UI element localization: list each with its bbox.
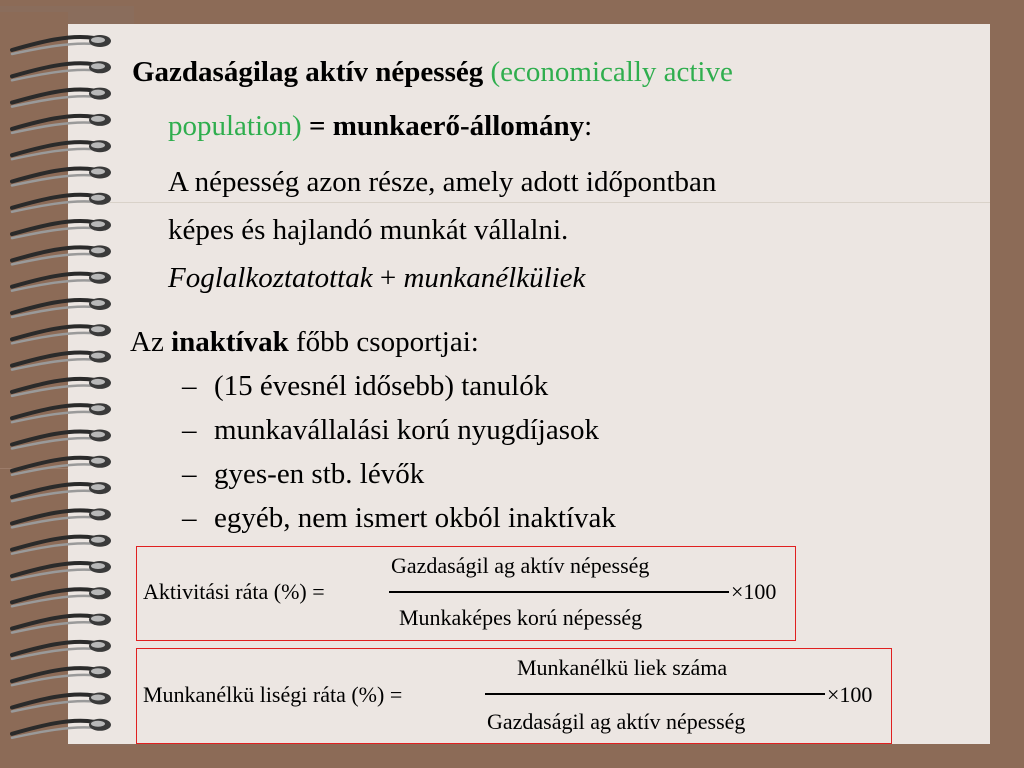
definition-line-2: képes és hajlandó munkát vállalni. (168, 214, 569, 246)
spiral-ring-icon (12, 666, 111, 685)
list-item (182, 414, 599, 447)
slide-page (68, 24, 990, 744)
dash-bullet-icon: – (182, 370, 197, 402)
unemployed-term: munkanélküliek (403, 262, 586, 294)
plus-sign: + (379, 262, 397, 294)
spiral-ring-icon (12, 272, 111, 291)
spiral-ring-icon (12, 193, 111, 212)
activity-rate-label: Aktivitási ráta (%) = (143, 579, 325, 604)
list-item-text: (15 évesnél idősebb) tanulók (214, 370, 549, 402)
unemployment-rate-numerator: Munkanélkü liek száma (517, 655, 728, 680)
term-english-part-1: (economically active (490, 56, 733, 88)
activity-rate-formula (136, 546, 796, 641)
spiral-ring-icon (12, 535, 111, 554)
fraction-bar (389, 591, 729, 593)
spiral-binding (10, 28, 120, 748)
spiral-ring-icon (12, 430, 111, 449)
term-hungarian: Gazdaságilag aktív népesség (132, 56, 484, 88)
spiral-ring-icon (12, 561, 111, 580)
list-item (182, 502, 616, 535)
spiral-ring-icon (12, 351, 111, 370)
equals-sign: = (308, 110, 326, 142)
spiral-ring-icon (12, 324, 111, 343)
spiral-ring-icon (12, 719, 111, 738)
spiral-ring-icon (12, 587, 111, 606)
definition-formula (168, 262, 585, 295)
inactive-heading (130, 326, 479, 359)
spiral-ring-icon (12, 114, 111, 133)
definition-line-1: A népesség azon része, amely adott időpontban (168, 166, 717, 198)
term-english-part-2: population) (168, 110, 302, 142)
spiral-ring-icon (12, 640, 111, 659)
unemployment-rate-denominator: Gazdaságil ag aktív népesség (487, 709, 746, 734)
fraction-bar (485, 693, 825, 695)
spiral-ring-icon (12, 456, 111, 475)
spiral-ring-icon (12, 377, 111, 396)
inactive-suffix: főbb csoportjai: (296, 326, 479, 358)
list-item-text: munkavállalási korú nyugdíjasok (214, 414, 599, 446)
spiral-ring-icon (12, 693, 111, 712)
inactive-prefix: Az (130, 326, 164, 358)
unemployment-rate-label: Munkanélkü liségi ráta (%) = (143, 682, 403, 707)
spiral-ring-icon (12, 61, 111, 80)
list-item-text: egyéb, nem ismert okból inaktívak (214, 502, 616, 534)
spiral-ring-icon (12, 403, 111, 422)
spiral-ring-icon (12, 245, 111, 264)
divider-line (68, 202, 990, 203)
heading-colon: : (584, 110, 593, 142)
activity-rate-denominator: Munkaképes korú népesség (399, 605, 643, 630)
dash-bullet-icon: – (182, 502, 197, 534)
dash-bullet-icon: – (182, 414, 197, 446)
list-item (182, 370, 548, 403)
heading-line-1 (132, 56, 733, 89)
spiral-ring-icon (12, 219, 111, 238)
list-item (182, 458, 424, 491)
spiral-ring-icon (12, 167, 111, 186)
term-synonym: munkaerő-állomány (332, 110, 585, 142)
spiral-ring-icon (12, 614, 111, 633)
unemployment-rate-formula (136, 648, 892, 744)
heading-line-2 (168, 110, 592, 143)
spiral-ring-icon (12, 35, 111, 54)
inactive-term: inaktívak (171, 326, 289, 358)
list-item-text: gyes-en stb. lévők (214, 458, 425, 490)
employed-term: Foglalkoztatottak (168, 262, 373, 294)
spiral-ring-icon (12, 508, 111, 527)
activity-rate-multiplier: ×100 (731, 579, 777, 604)
spiral-ring-icon (12, 298, 111, 317)
spiral-ring-icon (12, 140, 111, 159)
activity-rate-numerator: Gazdaságil ag aktív népesség (391, 553, 650, 578)
spiral-ring-icon (12, 482, 111, 501)
spiral-ring-icon (12, 88, 111, 107)
unemployment-rate-multiplier: ×100 (827, 682, 873, 707)
dash-bullet-icon: – (182, 458, 197, 490)
